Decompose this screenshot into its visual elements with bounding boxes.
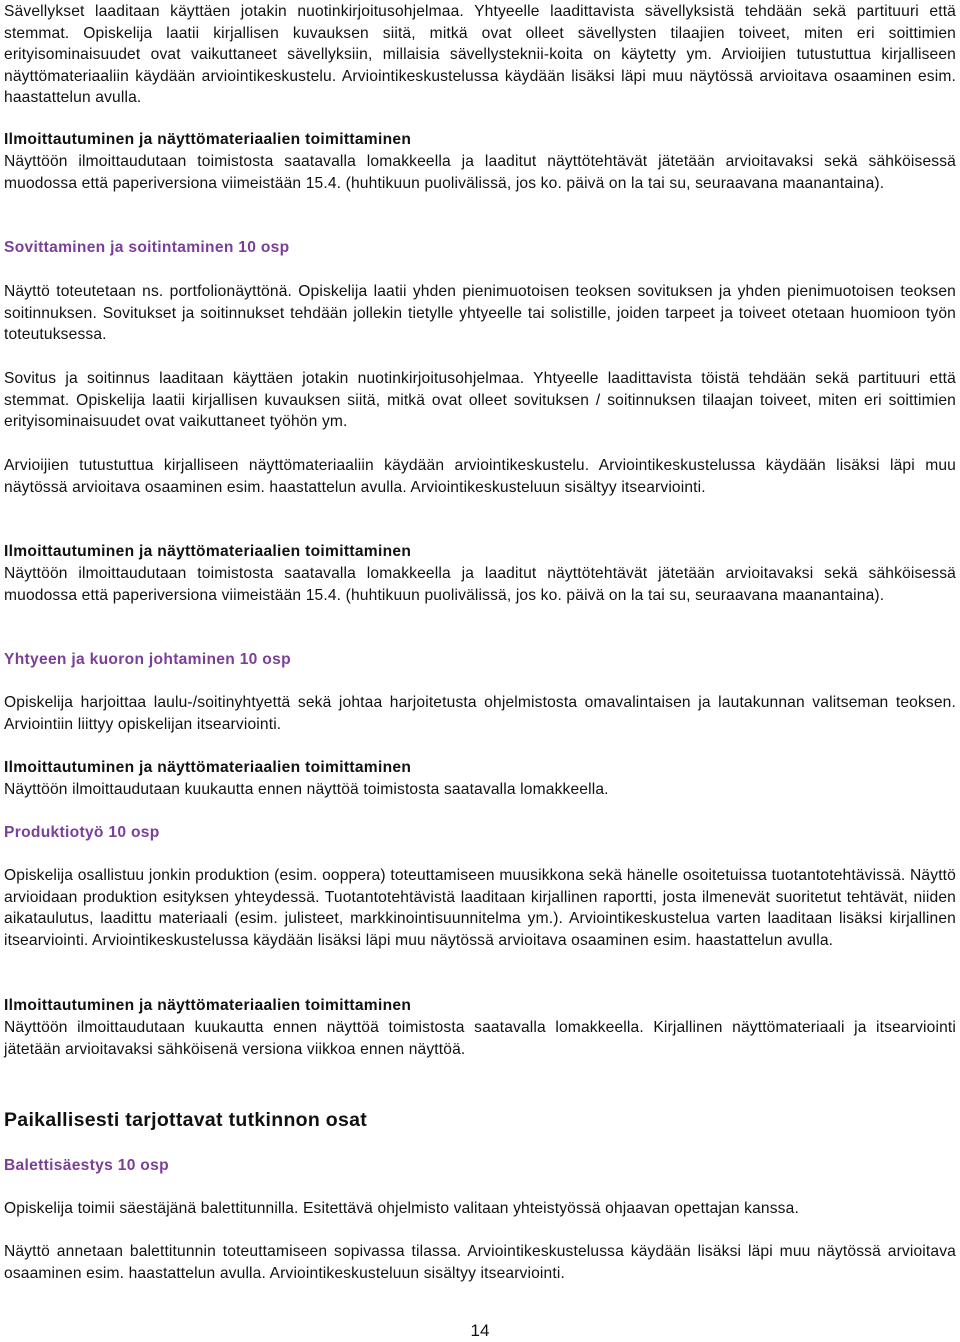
ballet-paragraph-2: Näyttö annetaan balettitunnin toteuttamiseen sopivassa tilassa. Arviointikeskustelussa käydään lisäksi läpi muu näytössä arvioitava osaaminen esim. haastattelun avulla. Arviointikeskusteluun sisältyy itsearviointi. (4, 1243, 956, 1282)
section-heading-arranging: Sovittaminen ja soitintaminen 10 osp (4, 239, 290, 256)
section-heading-ballet: Balettisäestys 10 osp (4, 1157, 169, 1174)
production-paragraph-1: Opiskelija osallistuu jonkin produktion (esim. ooppera) toteuttamiseen muusikkona sekä hänelle osoitetuissa tuotantotehtävissä. Näyttö arvioidaan produktion esityksen yhteydessä. Tuotantotehtävistä laaditaan kirjallinen raportti, josta ilmenevät suoritetut tehtävät, niiden aikataulutus, laadittu materiaali (esim. julisteet, markkinointisuunnitelma ym.). Arviointikeskustelua varten laaditaan lisäksi kirjallinen itsearviointi. Arviointikeskustelussa käydään lisäksi läpi muu näytössä arvioitava osaaminen esim. haastattelun avulla. (4, 867, 956, 949)
conducting-paragraph-1: Opiskelija harjoittaa laulu-/soitinyhtyettä sekä johtaa harjoitetusta ohjelmistosta omavalintaisen ja lautakunnan valitseman teoksen. Arviointiin liittyy opiskelijan itsearviointi. (4, 694, 956, 733)
page-number: 14 (470, 1321, 490, 1340)
section-heading-local-units: Paikallisesti tarjottavat tutkinnon osat (4, 1109, 368, 1131)
section-heading-production: Produktiotyö 10 osp (4, 824, 160, 841)
intro-registration-text: Näyttöön ilmoittaudutaan toimistosta saatavalla lomakkeella ja laaditut näyttötehtävät jätetään arvioitavaksi sekä sähköisessä muodossa että paperiversiona viimeistään 15.4. (huhtikuun puolivälissä, jos ko. päivä on la tai su, seuraavana maanantaina). (4, 153, 956, 192)
conducting-registration-heading: Ilmoittautuminen ja näyttömateriaalien toimittaminen (4, 759, 412, 776)
ballet-paragraph-1: Opiskelija toimii säestäjänä balettitunnilla. Esitettävä ohjelmisto valitaan yhteistyössä ohjaavan opettajan kanssa. (4, 1200, 799, 1217)
conducting-registration-text: Näyttöön ilmoittaudutaan kuukautta ennen näyttöä toimistosta saatavalla lomakkeella. (4, 781, 609, 798)
arranging-registration-heading: Ilmoittautuminen ja näyttömateriaalien toimittaminen (4, 543, 412, 560)
arranging-paragraph-3: Arvioijien tutustuttua kirjalliseen näyttömateriaaliin käydään arviointikeskustelu. Arviointikeskustelussa käydään lisäksi läpi muu näytössä arvioitava osaaminen esim. haastattelun avulla. Arviointikeskusteluun sisältyy itsearviointi. (4, 457, 956, 496)
section-heading-conducting: Yhtyeen ja kuoron johtaminen 10 osp (4, 651, 291, 668)
arranging-paragraph-2: Sovitus ja soitinnus laaditaan käyttäen jotakin nuotinkirjoitusohjelmaa. Yhtyeelle laadittavista töistä tehdään sekä partituuri että stemmat. Opiskelija laatii kirjallisen kuvauksen siitä, mitkä ovat olleet sovituksen / soitinnuksen tilaajan toiveet, miten eri soittimien erityisominaisuudet ovat vaikuttaneet työhön ym. (4, 370, 956, 431)
production-registration-text: Näyttöön ilmoittaudutaan kuukautta ennen näyttöä toimistosta saatavalla lomakkeella. Kirjallinen näyttömateriaali ja itsearviointi jätetään arvioitavaksi sähköisenä versiona viikkoa ennen näyttöä. (4, 1019, 956, 1058)
intro-paragraph: Sävellykset laaditaan käyttäen jotakin nuotinkirjoitusohjelmaa. Yhtyeelle laadittavista sävellyksistä tehdään sekä partituuri että stemmat. Opiskelija laatii kirjallisen kuvauksen siitä, mitkä ovat olleet sävellysten tilaajien toiveet, miten eri soittimien erityisominaisuudet ovat vaikuttaneet sävellyksiin, millaisia sävellysteknii-koita on käytetty ym. Arvioijien tutustuttua kirjalliseen näyttömateriaaliin käydään arviointikeskustelu. Arviointikeskustelussa käydään lisäksi läpi muu näytössä arvioitava osaaminen esim. haastattelun avulla. (4, 3, 956, 107)
arranging-registration-text: Näyttöön ilmoittaudutaan toimistosta saatavalla lomakkeella ja laaditut näyttötehtävät jätetään arvioitavaksi sekä sähköisessä muodossa että paperiversiona viimeistään 15.4. (huhtikuun puolivälissä, jos ko. päivä on la tai su, seuraavana maanantaina). (4, 565, 956, 604)
arranging-paragraph-1: Näyttö toteutetaan ns. portfolionäyttönä. Opiskelija laatii yhden pienimuotoisen teoksen sovituksen ja yhden pienimuotoisen teoksen soitinnuksen. Sovitukset ja soitinnukset tehdään jollekin tietylle yhtyeelle tai solistille, joiden tarpeet ja toiveet otetaan huomioon työn toteutuksessa. (4, 283, 956, 344)
intro-registration-heading: Ilmoittautuminen ja näyttömateriaalien toimittaminen (4, 131, 412, 148)
production-registration-heading: Ilmoittautuminen ja näyttömateriaalien toimittaminen (4, 997, 412, 1014)
